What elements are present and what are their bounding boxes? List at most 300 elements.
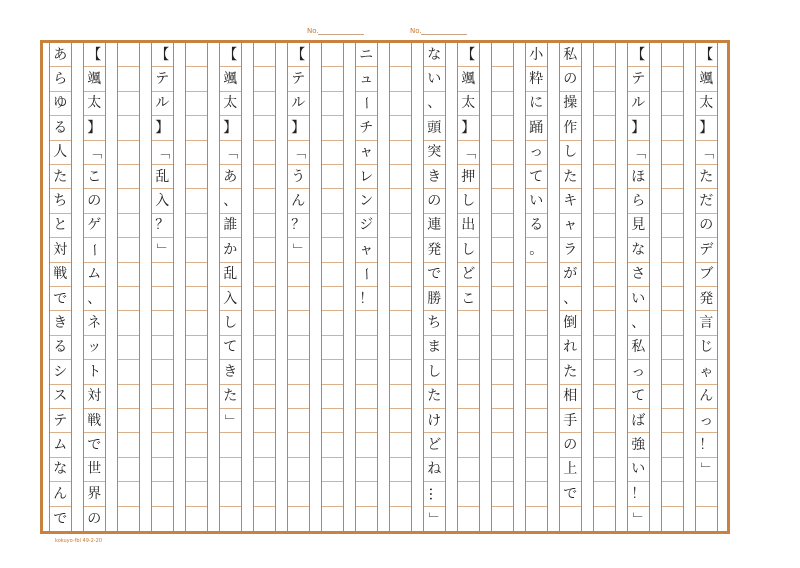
manuscript-cell bbox=[118, 385, 140, 409]
manuscript-cell bbox=[390, 92, 412, 116]
manuscript-cell bbox=[288, 409, 310, 433]
manuscript-cell: キ bbox=[560, 189, 582, 213]
manuscript-cell: の bbox=[696, 214, 718, 238]
manuscript-cell bbox=[594, 263, 616, 287]
manuscript-cell: 【 bbox=[696, 43, 718, 67]
manuscript-cell bbox=[322, 385, 344, 409]
manuscript-column bbox=[185, 43, 209, 531]
manuscript-cell bbox=[254, 287, 276, 311]
manuscript-cell bbox=[390, 43, 412, 67]
manuscript-cell bbox=[594, 165, 616, 189]
manuscript-cell bbox=[322, 360, 344, 384]
manuscript-cell: 、 bbox=[220, 189, 242, 213]
manuscript-cell bbox=[288, 336, 310, 360]
footer-credit: kokuyo-fbl 49-2-20 bbox=[55, 538, 103, 544]
manuscript-cell: い bbox=[526, 189, 548, 213]
manuscript-cell: し bbox=[424, 360, 446, 384]
manuscript-cell: 世 bbox=[84, 458, 106, 482]
manuscript-cell: 太 bbox=[84, 92, 106, 116]
manuscript-cell bbox=[662, 433, 684, 457]
manuscript-cell bbox=[288, 263, 310, 287]
manuscript-cell: 】 bbox=[696, 116, 718, 140]
manuscript-cell: ジ bbox=[356, 214, 378, 238]
manuscript-cell: と bbox=[50, 214, 72, 238]
manuscript-cell bbox=[390, 385, 412, 409]
manuscript-cell: 颯 bbox=[696, 67, 718, 91]
manuscript-cell bbox=[458, 336, 480, 360]
manuscript-cell: ち bbox=[50, 189, 72, 213]
manuscript-cell: こ bbox=[84, 165, 106, 189]
manuscript-cell bbox=[152, 409, 174, 433]
manuscript-cell: 出 bbox=[458, 214, 480, 238]
manuscript-cell: ほ bbox=[628, 165, 650, 189]
manuscript-cell bbox=[118, 458, 140, 482]
manuscript-cell: き bbox=[50, 311, 72, 335]
manuscript-cell bbox=[152, 385, 174, 409]
manuscript-cell bbox=[254, 433, 276, 457]
manuscript-cell: い bbox=[628, 458, 650, 482]
manuscript-cell: 手 bbox=[560, 409, 582, 433]
manuscript-cell: ね bbox=[424, 458, 446, 482]
manuscript-cell bbox=[492, 507, 514, 531]
manuscript-cell: ち bbox=[424, 311, 446, 335]
manuscript-cell: ル bbox=[152, 92, 174, 116]
manuscript-column bbox=[457, 43, 481, 531]
manuscript-cell bbox=[254, 214, 276, 238]
manuscript-cell bbox=[186, 67, 208, 91]
manuscript-cell bbox=[288, 458, 310, 482]
manuscript-cell bbox=[594, 189, 616, 213]
manuscript-cell bbox=[594, 43, 616, 67]
manuscript-sheet bbox=[40, 40, 730, 534]
manuscript-cell: 、 bbox=[84, 287, 106, 311]
manuscript-cell bbox=[322, 336, 344, 360]
manuscript-cell: 「 bbox=[288, 141, 310, 165]
number-line-2 bbox=[421, 34, 467, 35]
manuscript-cell: 押 bbox=[458, 165, 480, 189]
manuscript-cell bbox=[390, 507, 412, 531]
manuscript-cell bbox=[526, 360, 548, 384]
manuscript-cell bbox=[322, 141, 344, 165]
manuscript-cell: 】 bbox=[152, 116, 174, 140]
manuscript-cell bbox=[322, 189, 344, 213]
manuscript-cell: 入 bbox=[152, 189, 174, 213]
manuscript-cell bbox=[594, 482, 616, 506]
manuscript-cell: 小 bbox=[526, 43, 548, 67]
manuscript-cell bbox=[662, 165, 684, 189]
manuscript-cell bbox=[594, 385, 616, 409]
manuscript-cell bbox=[288, 482, 310, 506]
manuscript-cell bbox=[526, 433, 548, 457]
manuscript-cell bbox=[492, 43, 514, 67]
manuscript-cell bbox=[254, 189, 276, 213]
manuscript-cell: し bbox=[458, 238, 480, 262]
manuscript-cell: ャ bbox=[356, 141, 378, 165]
manuscript-cell bbox=[662, 67, 684, 91]
manuscript-cell bbox=[322, 458, 344, 482]
manuscript-cell bbox=[356, 409, 378, 433]
manuscript-cell bbox=[288, 433, 310, 457]
manuscript-cell bbox=[594, 409, 616, 433]
manuscript-cell: る bbox=[50, 336, 72, 360]
manuscript-cell: な bbox=[50, 458, 72, 482]
manuscript-cell: る bbox=[526, 214, 548, 238]
manuscript-cell bbox=[186, 409, 208, 433]
manuscript-cell: ブ bbox=[696, 263, 718, 287]
manuscript-cell bbox=[186, 336, 208, 360]
manuscript-cell: ュ bbox=[356, 67, 378, 91]
manuscript-cell bbox=[322, 433, 344, 457]
manuscript-cell bbox=[186, 263, 208, 287]
manuscript-cell bbox=[662, 409, 684, 433]
manuscript-cell bbox=[492, 189, 514, 213]
manuscript-cell bbox=[254, 43, 276, 67]
manuscript-cell bbox=[186, 214, 208, 238]
manuscript-cell: っ bbox=[696, 409, 718, 433]
manuscript-cell bbox=[254, 165, 276, 189]
manuscript-cell: た bbox=[220, 385, 242, 409]
manuscript-cell bbox=[186, 189, 208, 213]
manuscript-cell bbox=[594, 336, 616, 360]
manuscript-cell bbox=[322, 287, 344, 311]
manuscript-cell: 「 bbox=[458, 141, 480, 165]
manuscript-column bbox=[49, 43, 73, 531]
manuscript-cell bbox=[662, 189, 684, 213]
manuscript-cell: ん bbox=[696, 385, 718, 409]
manuscript-cell: の bbox=[84, 189, 106, 213]
manuscript-cell bbox=[356, 385, 378, 409]
manuscript-cell bbox=[662, 141, 684, 165]
manuscript-cell bbox=[220, 482, 242, 506]
manuscript-cell bbox=[152, 458, 174, 482]
manuscript-cell: 粋 bbox=[526, 67, 548, 91]
manuscript-cell: 】 bbox=[458, 116, 480, 140]
manuscript-cell: て bbox=[526, 165, 548, 189]
manuscript-cell bbox=[594, 214, 616, 238]
manuscript-cell bbox=[186, 141, 208, 165]
manuscript-cell bbox=[458, 360, 480, 384]
manuscript-cell bbox=[322, 43, 344, 67]
manuscript-cell: こ bbox=[458, 287, 480, 311]
manuscript-cell bbox=[118, 433, 140, 457]
manuscript-cell: 相 bbox=[560, 385, 582, 409]
manuscript-cell: ー bbox=[356, 263, 378, 287]
manuscript-cell: で bbox=[560, 482, 582, 506]
manuscript-cell: 】 bbox=[628, 116, 650, 140]
manuscript-cell: た bbox=[424, 385, 446, 409]
manuscript-cell bbox=[390, 165, 412, 189]
manuscript-cell bbox=[254, 263, 276, 287]
manuscript-cell: 見 bbox=[628, 214, 650, 238]
manuscript-cell bbox=[662, 92, 684, 116]
manuscript-cell bbox=[152, 287, 174, 311]
manuscript-cell bbox=[662, 238, 684, 262]
manuscript-cell bbox=[152, 263, 174, 287]
manuscript-cell bbox=[594, 507, 616, 531]
manuscript-cell: れ bbox=[560, 336, 582, 360]
manuscript-cell bbox=[254, 116, 276, 140]
manuscript-cell bbox=[492, 214, 514, 238]
manuscript-cell bbox=[594, 238, 616, 262]
manuscript-cell: 【 bbox=[84, 43, 106, 67]
manuscript-cell bbox=[254, 141, 276, 165]
manuscript-cell bbox=[186, 311, 208, 335]
manuscript-cell: た bbox=[560, 165, 582, 189]
manuscript-cell bbox=[594, 287, 616, 311]
manuscript-cell: 「 bbox=[220, 141, 242, 165]
manuscript-cell: で bbox=[53, 510, 68, 527]
manuscript-cell bbox=[696, 482, 718, 506]
manuscript-cell bbox=[288, 360, 310, 384]
number-label-2: No. bbox=[410, 27, 422, 35]
manuscript-cell: の bbox=[560, 433, 582, 457]
manuscript-cell: 「 bbox=[84, 141, 106, 165]
manuscript-cell bbox=[322, 482, 344, 506]
manuscript-cell bbox=[662, 507, 684, 531]
manuscript-cell bbox=[118, 311, 140, 335]
manuscript-cell bbox=[662, 336, 684, 360]
manuscript-cell: 作 bbox=[560, 116, 582, 140]
manuscript-cell bbox=[390, 311, 412, 335]
manuscript-cell: ら bbox=[628, 189, 650, 213]
manuscript-cell bbox=[492, 238, 514, 262]
manuscript-cell bbox=[390, 238, 412, 262]
manuscript-cell bbox=[356, 311, 378, 335]
manuscript-column bbox=[151, 43, 175, 531]
manuscript-cell: 颯 bbox=[220, 67, 242, 91]
manuscript-column bbox=[491, 43, 515, 531]
manuscript-cell: な bbox=[628, 238, 650, 262]
manuscript-cell bbox=[152, 336, 174, 360]
manuscript-cell: の bbox=[560, 67, 582, 91]
manuscript-cell bbox=[662, 263, 684, 287]
manuscript-cell bbox=[662, 385, 684, 409]
manuscript-cell bbox=[526, 287, 548, 311]
manuscript-column bbox=[287, 43, 311, 531]
manuscript-cell bbox=[118, 43, 140, 67]
manuscript-cell: 【 bbox=[458, 43, 480, 67]
manuscript-cell bbox=[118, 214, 140, 238]
manuscript-column bbox=[559, 43, 583, 531]
manuscript-cell: 発 bbox=[424, 238, 446, 262]
manuscript-cell: 【 bbox=[628, 43, 650, 67]
manuscript-cell: 対 bbox=[50, 238, 72, 262]
manuscript-cell: チ bbox=[356, 116, 378, 140]
manuscript-cell: た bbox=[560, 360, 582, 384]
manuscript-cell: し bbox=[560, 141, 582, 165]
manuscript-cell bbox=[492, 311, 514, 335]
manuscript-cell bbox=[288, 287, 310, 311]
manuscript-cell: っ bbox=[526, 141, 548, 165]
manuscript-cell bbox=[254, 507, 276, 531]
manuscript-cell bbox=[696, 507, 718, 531]
manuscript-cell: ト bbox=[84, 360, 106, 384]
manuscript-cell bbox=[254, 67, 276, 91]
manuscript-cell bbox=[186, 482, 208, 506]
manuscript-column bbox=[219, 43, 243, 531]
manuscript-cell: テ bbox=[288, 67, 310, 91]
manuscript-cell bbox=[322, 263, 344, 287]
manuscript-cell: 人 bbox=[50, 141, 72, 165]
manuscript-cell: 乱 bbox=[152, 165, 174, 189]
manuscript-cell: シ bbox=[50, 360, 72, 384]
manuscript-column bbox=[627, 43, 651, 531]
manuscript-cell bbox=[492, 67, 514, 91]
manuscript-cell: 」 bbox=[220, 409, 242, 433]
manuscript-cell: ！ bbox=[628, 482, 650, 506]
manuscript-cell: 連 bbox=[424, 214, 446, 238]
manuscript-cell: て bbox=[220, 336, 242, 360]
manuscript-cell: デ bbox=[696, 238, 718, 262]
manuscript-cell bbox=[356, 458, 378, 482]
manuscript-cell bbox=[662, 360, 684, 384]
manuscript-cell bbox=[220, 433, 242, 457]
manuscript-cell: し bbox=[220, 311, 242, 335]
manuscript-cell: 頭 bbox=[424, 116, 446, 140]
manuscript-cell bbox=[118, 360, 140, 384]
manuscript-cell bbox=[356, 507, 378, 531]
manuscript-cell bbox=[152, 433, 174, 457]
manuscript-cell bbox=[118, 263, 140, 287]
manuscript-cell: ！ bbox=[356, 287, 378, 311]
manuscript-cell bbox=[220, 507, 242, 531]
manuscript-cell: 対 bbox=[84, 385, 106, 409]
manuscript-cell bbox=[186, 116, 208, 140]
manuscript-cell: 。 bbox=[526, 238, 548, 262]
manuscript-cell: き bbox=[424, 165, 446, 189]
manuscript-cell bbox=[118, 67, 140, 91]
manuscript-cell bbox=[662, 116, 684, 140]
manuscript-column bbox=[593, 43, 617, 531]
manuscript-cell: 界 bbox=[84, 482, 106, 506]
manuscript-cell: 、 bbox=[628, 311, 650, 335]
manuscript-cell bbox=[492, 116, 514, 140]
manuscript-cell: っ bbox=[628, 360, 650, 384]
manuscript-cell bbox=[254, 238, 276, 262]
manuscript-cell bbox=[254, 458, 276, 482]
manuscript-cell bbox=[186, 165, 208, 189]
manuscript-cell: ム bbox=[84, 263, 106, 287]
number-line-1 bbox=[318, 34, 364, 35]
manuscript-cell bbox=[254, 482, 276, 506]
manuscript-cell bbox=[152, 507, 174, 531]
manuscript-cell: 」 bbox=[152, 238, 174, 262]
manuscript-cell bbox=[492, 482, 514, 506]
manuscript-cell bbox=[356, 482, 378, 506]
manuscript-cell: 太 bbox=[220, 92, 242, 116]
manuscript-cell: ャ bbox=[560, 214, 582, 238]
manuscript-cell: ま bbox=[424, 336, 446, 360]
manuscript-cell bbox=[526, 507, 548, 531]
manuscript-cell: 太 bbox=[458, 92, 480, 116]
manuscript-cell bbox=[492, 92, 514, 116]
manuscript-cell bbox=[186, 458, 208, 482]
manuscript-cell: だ bbox=[696, 189, 718, 213]
manuscript-cell bbox=[254, 385, 276, 409]
manuscript-cell bbox=[390, 482, 412, 506]
manuscript-cell bbox=[526, 263, 548, 287]
manuscript-cell: う bbox=[288, 165, 310, 189]
manuscript-cell: あ bbox=[220, 165, 242, 189]
manuscript-cell: テ bbox=[50, 409, 72, 433]
manuscript-cell bbox=[390, 409, 412, 433]
manuscript-cell: ル bbox=[288, 92, 310, 116]
manuscript-cell bbox=[390, 360, 412, 384]
manuscript-cell: 私 bbox=[560, 43, 582, 67]
manuscript-cell bbox=[390, 287, 412, 311]
manuscript-cell bbox=[390, 458, 412, 482]
manuscript-cell bbox=[118, 287, 140, 311]
manuscript-cell: 」 bbox=[696, 458, 718, 482]
manuscript-cell bbox=[594, 458, 616, 482]
manuscript-cell bbox=[492, 385, 514, 409]
manuscript-column bbox=[389, 43, 413, 531]
manuscript-cell bbox=[492, 287, 514, 311]
manuscript-cell: が bbox=[560, 263, 582, 287]
manuscript-cell: で bbox=[424, 263, 446, 287]
manuscript-cell: じ bbox=[696, 336, 718, 360]
manuscript-cell bbox=[492, 433, 514, 457]
manuscript-cell bbox=[492, 458, 514, 482]
manuscript-cell bbox=[526, 385, 548, 409]
manuscript-cell: 倒 bbox=[560, 311, 582, 335]
manuscript-column bbox=[117, 43, 141, 531]
manuscript-cell bbox=[492, 360, 514, 384]
manuscript-cell: さ bbox=[628, 263, 650, 287]
manuscript-cell: 突 bbox=[424, 141, 446, 165]
manuscript-cell bbox=[356, 336, 378, 360]
manuscript-cell bbox=[390, 263, 412, 287]
manuscript-cell: ル bbox=[628, 92, 650, 116]
manuscript-cell bbox=[662, 287, 684, 311]
manuscript-cell: ゆ bbox=[50, 92, 72, 116]
manuscript-cell bbox=[390, 116, 412, 140]
manuscript-cell: の bbox=[87, 510, 102, 527]
manuscript-cell bbox=[186, 433, 208, 457]
manuscript-cell bbox=[560, 507, 582, 531]
manuscript-cell bbox=[662, 482, 684, 506]
manuscript-cell bbox=[492, 263, 514, 287]
manuscript-cell bbox=[186, 92, 208, 116]
manuscript-cell: ャ bbox=[356, 238, 378, 262]
manuscript-cell bbox=[526, 482, 548, 506]
manuscript-cell bbox=[152, 311, 174, 335]
manuscript-cell: ッ bbox=[84, 336, 106, 360]
manuscript-cell: 勝 bbox=[424, 287, 446, 311]
manuscript-cell: ー bbox=[84, 238, 106, 262]
manuscript-cell bbox=[118, 507, 140, 531]
manuscript-cell: 、 bbox=[560, 287, 582, 311]
manuscript-cell: 【 bbox=[288, 43, 310, 67]
manuscript-cell bbox=[322, 507, 344, 531]
manuscript-cell bbox=[526, 409, 548, 433]
manuscript-cell: 「 bbox=[628, 141, 650, 165]
manuscript-cell bbox=[662, 311, 684, 335]
manuscript-cell: 】 bbox=[220, 116, 242, 140]
manuscript-cell: 」 bbox=[288, 238, 310, 262]
manuscript-cell: で bbox=[50, 287, 72, 311]
manuscript-cell: ど bbox=[458, 263, 480, 287]
manuscript-cell: 】 bbox=[84, 116, 106, 140]
manuscript-cell bbox=[152, 360, 174, 384]
manuscript-cell: 戦 bbox=[50, 263, 72, 287]
manuscript-cell bbox=[390, 67, 412, 91]
manuscript-cell bbox=[458, 311, 480, 335]
manuscript-cell: 入 bbox=[220, 287, 242, 311]
manuscript-cell: ！ bbox=[696, 433, 718, 457]
manuscript-cell bbox=[322, 409, 344, 433]
manuscript-cell: 「 bbox=[696, 141, 718, 165]
